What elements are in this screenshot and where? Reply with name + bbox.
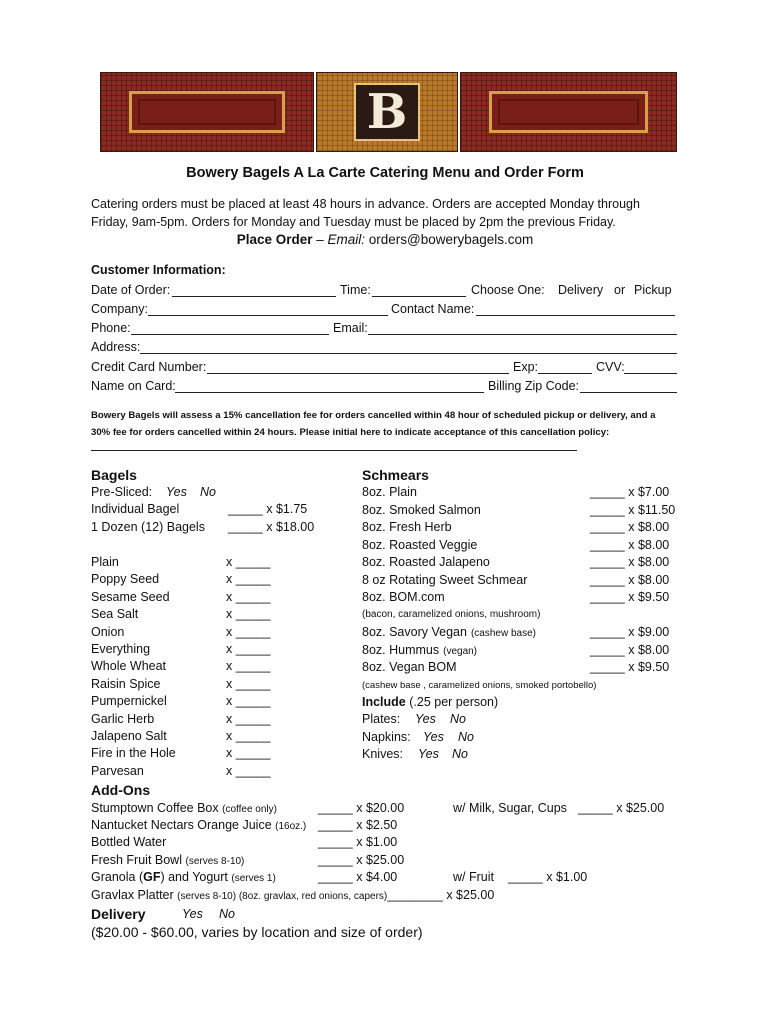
delivery-no[interactable]: No — [219, 907, 235, 921]
gravlax-note: (serves 8-10) (8oz. gravlax, red onions, capers) — [177, 891, 388, 902]
plates-no[interactable]: No — [450, 712, 466, 726]
fruit-note: (serves 8-10) — [185, 856, 245, 867]
plates-yes[interactable]: Yes — [415, 712, 436, 726]
delivery-label: Delivery — [91, 906, 146, 922]
schmear-qty[interactable]: _____ x $8.00 — [590, 555, 670, 569]
bagel-flavor-label: Sea Salt — [91, 607, 139, 622]
schmear-name: 8oz. Fresh Herb — [362, 520, 452, 534]
schmear-name: 8oz. Roasted Veggie — [362, 537, 478, 552]
company-field[interactable] — [148, 302, 388, 316]
granola-note: (serves 1) — [231, 873, 276, 884]
bagel-flavor-qty[interactable]: x _____ — [226, 694, 271, 709]
bagel-flavor-label: Parvesan — [91, 763, 144, 778]
bagel-flavor-label: Pumpernickel — [91, 694, 167, 709]
bagel-flavor-qty[interactable]: x _____ — [226, 607, 271, 622]
schmear-qty[interactable]: _____ x $8.00 — [590, 537, 670, 552]
phone-label: Phone: — [91, 321, 131, 335]
individual-bagel-qty[interactable]: _____ x $1.75 — [228, 502, 308, 516]
schmear-qty[interactable]: _____ x $7.00 — [590, 485, 670, 499]
granola-line — [91, 870, 276, 884]
address-field[interactable] — [140, 340, 677, 354]
bagel-flavor-qty[interactable]: x _____ — [226, 589, 271, 604]
schmear-qty[interactable]: _____ x $9.50 — [590, 660, 670, 674]
dozen-bagels-qty[interactable]: _____ x $18.00 — [228, 520, 315, 534]
granola-qty[interactable]: _____ x $4.00 — [318, 870, 398, 884]
header-banner — [100, 72, 675, 150]
schmear-name: 8oz. Roasted Jalapeno — [362, 555, 490, 569]
logo-letter: B — [354, 83, 420, 141]
schmear-note: (cashew base) — [470, 628, 536, 639]
coffee-extra-qty[interactable]: _____ x $25.00 — [578, 801, 665, 815]
coffee-note: (coffee only) — [222, 804, 277, 815]
water-label: Bottled Water — [91, 835, 167, 849]
email-label: Email: — [327, 232, 366, 247]
page-title: Bowery Bagels A La Carte Catering Menu and Order Form — [186, 165, 584, 181]
coffee-qty[interactable]: _____ x $20.00 — [318, 801, 405, 815]
bagel-flavor-label: Everything — [91, 642, 151, 656]
policy-line-2: 30% fee for orders cancelled within 24 hours. Please initial here to indicate acceptance of this cancellation policy: — [91, 427, 610, 438]
delivery-option[interactable]: Delivery — [558, 283, 604, 297]
exp-label: Exp: — [513, 360, 539, 374]
schmear-item — [362, 660, 457, 674]
water-qty[interactable]: _____ x $1.00 — [318, 835, 398, 849]
bagel-flavor-label: Whole Wheat — [91, 659, 167, 674]
bagel-flavor-label: Jalapeno Salt — [91, 729, 167, 743]
schmear-item — [362, 590, 445, 604]
individual-bagel-label: Individual Bagel — [91, 502, 180, 516]
presliced-yes[interactable]: Yes — [166, 485, 187, 499]
granola-extra-qty[interactable]: _____ x $1.00 — [508, 870, 588, 884]
name-on-card-label: Name on Card: — [91, 379, 176, 393]
schmear-item — [362, 555, 490, 569]
schmear-item — [362, 573, 527, 587]
bagel-flavor-qty[interactable]: x _____ — [226, 729, 271, 743]
schmear-qty[interactable]: _____ x $9.00 — [590, 625, 670, 639]
bagel-flavor-qty[interactable]: x _____ — [226, 676, 271, 691]
place-order-label: Place Order — [236, 232, 313, 247]
presliced-label: Pre-Sliced: — [91, 485, 153, 499]
bagel-flavor-label: Garlic Herb — [91, 711, 155, 726]
phone-field[interactable] — [131, 321, 329, 335]
bagel-flavor-label: Plain — [91, 555, 119, 569]
delivery-yes[interactable]: Yes — [182, 907, 203, 921]
coffee-label: Stumptown Coffee Box — [91, 801, 219, 815]
dozen-bagels-label: 1 Dozen (12) Bagels — [91, 520, 205, 534]
bagel-flavor-qty[interactable]: x _____ — [226, 642, 271, 656]
customer-info-heading: Customer Information: — [91, 263, 226, 277]
intro-line-2: Friday, 9am-5pm. Orders for Monday and Tuesday must be placed by 2pm the previous Friday. — [91, 215, 616, 229]
schmear-item — [362, 643, 477, 657]
bagel-flavor-label: Poppy Seed — [91, 572, 160, 587]
bagel-flavor-qty[interactable]: x _____ — [226, 624, 271, 639]
schmears-heading: Schmears — [362, 467, 429, 483]
schmear-name: 8oz. Smoked Salmon — [362, 502, 481, 517]
bagel-flavor-qty[interactable]: x _____ — [226, 659, 271, 674]
bom-note: (bacon, caramelized onions, mushroom) — [362, 609, 541, 620]
granola-label-a: Granola ( — [91, 870, 144, 884]
place-order-dash: – — [312, 232, 328, 247]
gravlax-line — [91, 888, 494, 902]
juice-qty[interactable]: _____ x $2.50 — [318, 818, 398, 832]
banner-center-tile — [316, 72, 458, 152]
contact-name-field[interactable] — [476, 302, 675, 316]
schmear-qty[interactable]: _____ x $11.50 — [590, 502, 676, 517]
include-label: Include — [362, 695, 406, 709]
date-of-order-field[interactable] — [172, 283, 336, 297]
schmear-name: 8oz. Plain — [362, 485, 417, 499]
vegan-bom-note: (cashew base , caramelized onions, smoked portobello) — [362, 680, 597, 691]
bagels-heading: Bagels — [91, 467, 137, 483]
juice-note: (16oz.) — [275, 821, 307, 832]
contact-name-label: Contact Name: — [391, 302, 475, 316]
bagel-flavor-label: Raisin Spice — [91, 676, 161, 691]
policy-initial-field[interactable] — [91, 442, 577, 451]
schmear-item — [362, 503, 481, 517]
granola-label-b: ) and Yogurt — [160, 870, 228, 884]
credit-card-label: Credit Card Number: — [91, 360, 207, 374]
place-order-line — [0, 232, 770, 247]
schmear-item — [362, 538, 477, 552]
bagel-flavor-label: Fire in the Hole — [91, 746, 176, 761]
schmear-item — [362, 520, 452, 534]
delivery-note: ($20.00 - $60.00, varies by location and size of order) — [91, 924, 423, 940]
schmear-name: 8oz. BOM.com — [362, 590, 445, 604]
gravlax-qty[interactable]: ________ x $25.00 — [387, 888, 495, 902]
intro-line-1: Catering orders must be placed at least 48 hours in advance. Orders are accepted Monday through — [91, 197, 640, 211]
cvv-label: CVV: — [596, 360, 625, 374]
napkins-yes[interactable]: Yes — [423, 730, 444, 744]
include-line — [362, 695, 498, 709]
addons-heading: Add-Ons — [91, 782, 151, 798]
bagel-flavor-qty[interactable]: x _____ — [226, 555, 271, 569]
schmear-note: (vegan) — [443, 645, 478, 657]
billing-zip-field[interactable] — [580, 379, 677, 393]
juice-line — [91, 818, 306, 832]
napkins-label: Napkins: — [362, 730, 411, 744]
napkins-no[interactable]: No — [458, 730, 474, 744]
knives-label: Knives: — [362, 747, 403, 761]
schmear-item — [362, 485, 417, 499]
email-field-label: Email: — [333, 321, 368, 335]
fruit-line — [91, 853, 244, 867]
email-field[interactable] — [368, 321, 677, 335]
billing-zip-label: Billing Zip Code: — [488, 379, 580, 393]
schmear-item — [362, 625, 536, 639]
plates-label: Plates: — [362, 712, 401, 726]
banner-left-tile — [100, 72, 314, 152]
schmear-qty[interactable]: _____ x $8.00 — [590, 520, 670, 534]
schmear-name: 8oz. Vegan BOM — [362, 660, 457, 674]
coffee-line — [91, 801, 277, 815]
schmear-qty[interactable]: _____ x $8.00 — [590, 642, 670, 657]
include-rest: (.25 per person) — [405, 695, 499, 709]
fruit-label: Fresh Fruit Bowl — [91, 853, 182, 867]
address-label: Address: — [91, 340, 141, 354]
presliced-no[interactable]: No — [200, 485, 216, 499]
choose-one-label: Choose One: — [471, 283, 545, 297]
granola-extra-label: w/ Fruit — [453, 870, 494, 884]
policy-line-1: Bowery Bagels will assess a 15% cancellation fee for orders cancelled within 48 hour of scheduled pickup or delivery, and a — [91, 410, 656, 421]
banner-right-tile — [460, 72, 677, 152]
company-label: Company: — [91, 302, 148, 316]
cvv-field[interactable] — [624, 360, 677, 374]
time-label: Time: — [340, 283, 371, 297]
coffee-extra-label: w/ Milk, Sugar, Cups — [453, 801, 567, 815]
knives-yes[interactable]: Yes — [418, 747, 439, 761]
schmear-qty[interactable]: _____ x $9.50 — [590, 590, 670, 604]
fruit-qty[interactable]: _____ x $25.00 — [318, 853, 405, 867]
gravlax-label: Gravlax Platter — [91, 888, 174, 902]
bagel-flavor-label: Sesame Seed — [91, 589, 170, 604]
knives-no[interactable]: No — [452, 747, 468, 761]
credit-card-field[interactable] — [207, 360, 509, 374]
bagel-flavor-qty[interactable]: x _____ — [226, 746, 271, 761]
bagel-flavor-qty[interactable]: x _____ — [226, 572, 271, 587]
gluten-free-tag: GF — [143, 870, 161, 884]
schmear-name: 8oz. Savory Vegan — [362, 625, 467, 639]
pickup-option[interactable]: Pickup — [634, 283, 672, 297]
bagel-flavor-qty[interactable]: x _____ — [226, 763, 271, 778]
order-email-link[interactable]: orders@bowerybagels.com — [365, 232, 534, 247]
bagel-flavor-label: Onion — [91, 624, 125, 639]
name-on-card-field[interactable] — [175, 379, 484, 393]
date-of-order-label: Date of Order: — [91, 283, 171, 297]
time-field[interactable] — [372, 283, 466, 297]
schmear-name: 8 oz Rotating Sweet Schmear — [362, 572, 528, 587]
schmear-qty[interactable]: _____ x $8.00 — [590, 572, 670, 587]
or-text: or — [614, 283, 626, 297]
bagel-flavor-qty[interactable]: x _____ — [226, 711, 271, 726]
juice-label: Nantucket Nectars Orange Juice — [91, 818, 272, 832]
schmear-name: 8oz. Hummus — [362, 642, 440, 657]
exp-field[interactable] — [538, 360, 592, 374]
